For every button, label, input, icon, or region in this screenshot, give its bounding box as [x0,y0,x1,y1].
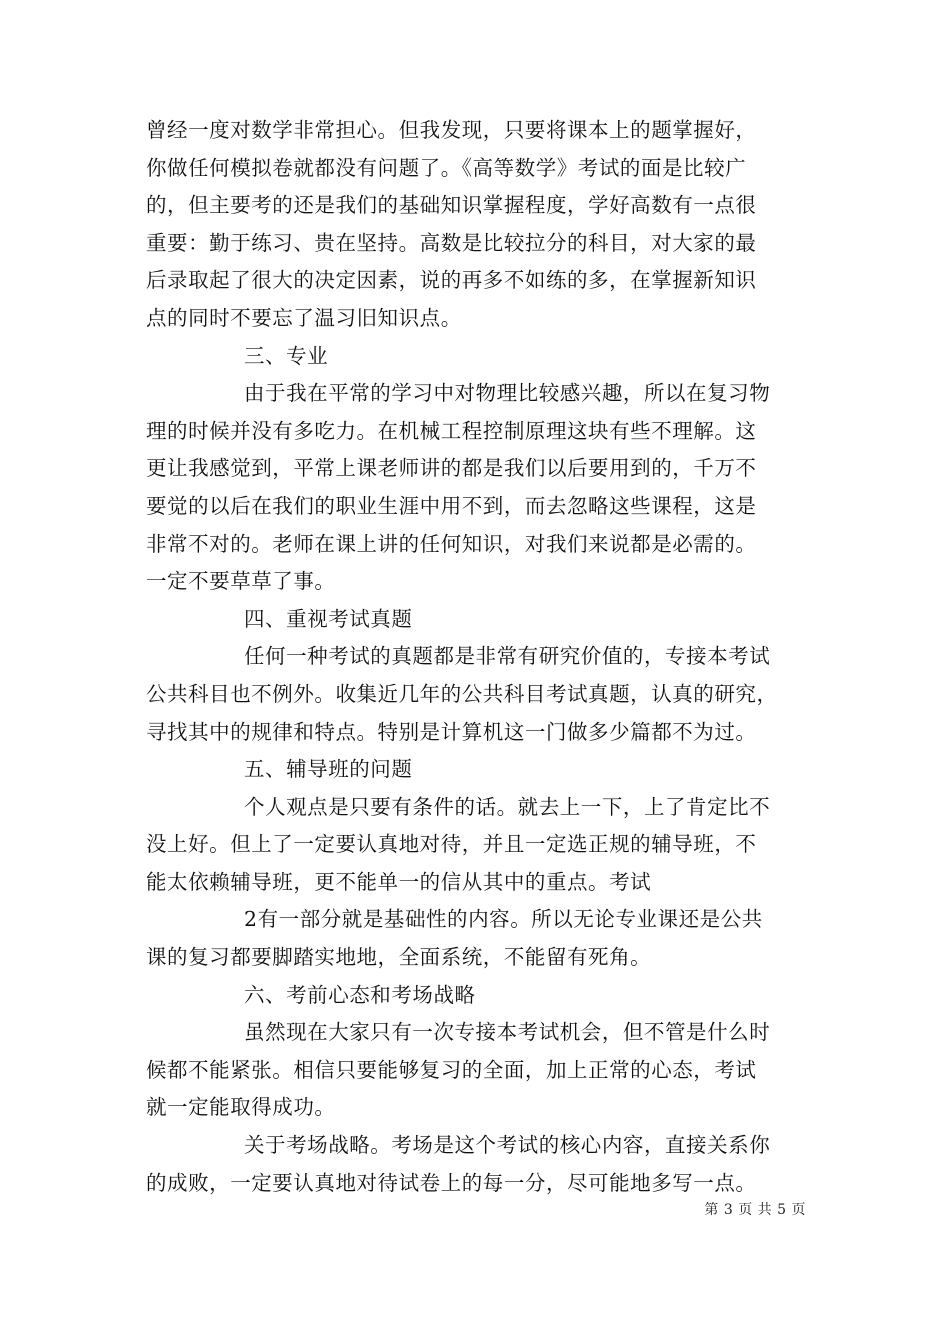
text-line: 三、专业 [244,343,329,368]
text-line: 重要：勤于练习、贵在坚持。高数是比较拉分的科目，对大家的最 [146,230,757,255]
text-line: 更让我感觉到，平常上课老师讲的都是我们以后要用到的，千万不 [146,456,757,481]
text-line: 课的复习都要脚踏实地地，全面系统，不能留有死角。 [146,945,652,970]
text-line: 个人观点是只要有条件的话。就去上一下，上了肯定比不 [244,794,771,819]
text-line: 非常不对的。老师在课上讲的任何知识，对我们来说都是必需的。 [146,531,757,556]
text-line: 由于我在平常的学习中对物理比较感兴趣，所以在复习物 [244,381,771,406]
text-line: 五、辅导班的问题 [244,757,413,782]
text-line: 要觉的以后在我们的职业生涯中用不到，而去忽略这些课程，这是 [146,493,757,518]
text-line: 六、考前心态和考场战略 [244,982,476,1007]
text-line: 一定不要草草了事。 [146,569,336,594]
text-line: 的成败，一定要认真地对待试卷上的每一分，尽可能地多写一点。 [146,1170,757,1195]
text-line: 你做任何模拟卷就都没有问题了。《高等数学》考试的面是比较广 [146,155,747,180]
text-line: 虽然现在大家只有一次专接本考试机会，但不管是什么时 [244,1020,771,1045]
text-line: 能太依赖辅导班，更不能单一的信从其中的重点。考试 [146,869,652,894]
text-line: 点的同时不要忘了温习旧知识点。 [146,305,462,330]
text-line: 就一定能取得成功。 [146,1095,336,1120]
text-line: 候都不能紧张。相信只要能够复习的全面，加上正常的心态，考试 [146,1057,757,1082]
text-line: 任何一种考试的真题都是非常有研究价值的，专接本考试 [244,644,771,669]
text-line: 四、重视考试真题 [244,606,413,631]
text-line: 后录取起了很大的决定因素，说的再多不如练的多，在掌握新知识 [146,268,757,293]
text-line: 2有一部分就是基础性的内容。所以无论专业课还是公共 [244,907,763,932]
text-line: 关于考场战略。考场是这个考试的核心内容，直接关系你 [244,1133,771,1158]
text-line: 理的时候并没有多吃力。在机械工程控制原理这块有些不理解。这 [146,418,757,443]
page-footer: 第 3 页 共 5 页 [704,1202,806,1218]
text-line: 公共科目也不例外。收集近几年的公共科目考试真题，认真的研究， [146,681,778,706]
body-text [146,112,816,1202]
text-line: 没上好。但上了一定要认真地对待，并且一定选正规的辅导班，不 [146,832,757,857]
text-line: 的，但主要考的还是我们的基础知识掌握程度，学好高数有一点很 [146,193,757,218]
text-line: 曾经一度对数学非常担心。但我发现，只要将课本上的题掌握好， [146,118,757,142]
text-line: 寻找其中的规律和特点。特别是计算机这一门做多少篇都不为过。 [146,719,757,744]
